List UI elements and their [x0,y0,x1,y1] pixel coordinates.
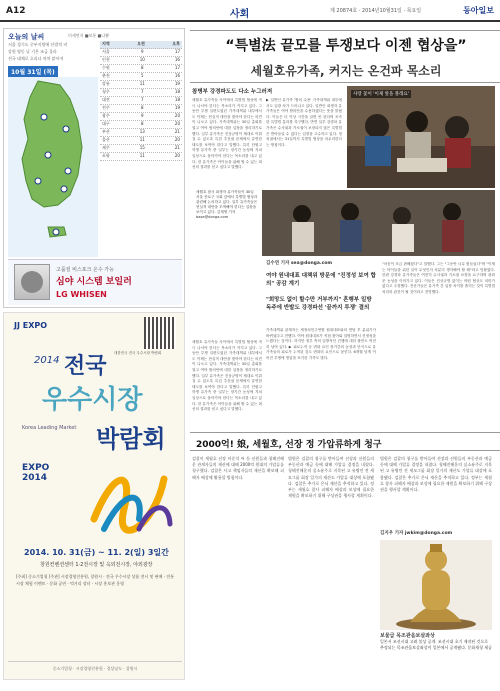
expo-date: 2014. 10. 31(금) ~ 11. 2(일) 3일간 [24,548,169,557]
table-row: 대구 8 20 [100,121,182,129]
page-header [0,0,500,22]
table-row: 울산 11 20 [100,137,182,145]
table-row: 부산 13 21 [100,129,182,137]
table-row: 인천 10 16 [100,57,182,65]
article-column-4: "마음이 조금 편해졌다"고 말했다. 그는 "그동안 너무 힘들었다"며 "이제는 아이들을 위한 일이 무엇인지 차분히 생각해야 할 때"라고 덧붙였다. 한편 강경파 유가족들은 여전히 수사권과 기소권 보장을 요구하며 광화문 농성을 이어가고 있다. 이들은 진상규명 없이는 어떤 협상도 의미가 없다고 주장했다. 전문가들은 유가족 간 입장 차이를 좁히는 것이 특별법 처리의 관건이 될 것이라고 전망했다. [382,262,495,294]
article-subhead: 세월호유가족, 커지는 온건파 목소리 [250,64,442,78]
ad-title: 심야 시스템 보일러 [56,277,132,287]
article-column-1b: 세월호 유가족들 사이에서 특별법 협상에 적극 나서야 한다는 목소리가 커지고 있다. 그동안 투쟁 일변도였던 가족대책위 내부에서도 이제는 현실적 대안을 찾아야 한다는 의견이 나오고 있다. 가족대책위는 30일 총회를 열고 여야 합의안에 대한 입장을 정리하기로 했다. 일부 유가족은 진상규명이 제대로 이뤄질 수 있도록 특검 추천권 문제에서 유연한 태도를 보여야 한다고 말했다. 특히 단원고 학생 유가족 중 일부는 장기간 농성에 지쳐 일상으로 돌아가야 한다는 목소리를 내고 있다. 한 유가족은 아이들을 위해 할 수 있는 최선의 결과를 얻고 싶다고 말했다. [192,340,262,412]
expo-swirl-graphic [84,459,174,539]
table-row: 청주 7 18 [100,89,182,97]
divider [190,450,500,451]
table-row: 춘천 5 16 [100,73,182,81]
weather-title: 오늘의 날씨 [8,33,45,41]
divider [190,82,500,83]
article-mid-head: 여야 원내대표 대책위 방문에 "진정성 보여 합의" 공감 계기 [266,273,376,287]
expo-title-1: 전국 [64,354,107,379]
weather-line: 서울 경기도 중부지방에 산발적 비 [8,42,68,47]
divider [190,30,500,31]
expo-title-2: 우수시장 [42,385,143,415]
expo-english-title: Korea Leading Market [22,425,77,431]
expo-title-3: 박람회 [96,425,166,453]
buddha-statue-graphic [380,540,492,630]
weather-table-head: 지역 오전 오후 [100,41,182,49]
table-row: 광주 9 20 [100,113,182,121]
qr-caption: 대한민국 전국 우수시장 박람회 [114,351,162,355]
article2-lead: 검찰이 세월호 선장 이준석 씨 등 선원들과 청해진해운 관계자들의 재산에 대해 2000억 원대의 가압류를 청구했다. 검찰은 사고 책임자들의 재산을 확보해 피해자 배상에 활용할 방침이다. [192,456,284,480]
article-photo-2[interactable] [262,190,495,256]
expo-venue: 창원컨벤션센터 1·2전시장 및 옥외전시장, 야외광장 [40,562,153,568]
expo-advertisement[interactable] [3,312,185,680]
photo-caption: 세월호 참사 희생자 유가족들이 30일 서울 종로구 국회 앞에서 특별법 협상과 관련해 논의하고 있다. 일부 유가족들은 현실적 대안을 모색해야 한다는 입장을 보이고 있다. 김재명 기자 base@donga.com [196,190,258,219]
weather-subtitle: 미세먼지 ■보통 ■나쁨 [68,33,110,38]
article-headline: “특별法 끝모를 투쟁보다 이젠 협상을” [225,38,467,54]
article-column-2a: ▶ 일반인 유가족 '합의 수용' 가족대책위 내부에서도 입장 차가 드러나고 있다. 일반인 희생자 유가족들은 여야 합의안을 수용하겠다는 뜻을 밝혔다. 이들은 더 이상 시간을 끌면 안 된다며 조속한 특별법 통과를 촉구했다. 반면 일부 강경파 유가족은 수사권과 기소권이 보장되지 않은 특별법은 받아들일 수 없다는 입장을 고수하고 있다. 정치권에서는 31일까지 특별법 협상을 마무리한다는 방침이다. [266,98,342,147]
section-title: 사회 [230,9,250,20]
expo-logo: JJ EXPO [14,321,48,330]
statue-photo[interactable] [380,540,492,630]
expo-year-script: 2014 [34,355,60,366]
table-row: 대전 7 18 [100,97,182,105]
article-small-head: 참병부 강경파도도 다소 누그러져 [192,89,273,95]
article2-body-2: 법원은 검찰의 청구를 받아들여 선장과 선원들의 부동산과 예금 등에 대해 가압류 결정을 내렸다. 청해진해운의 실소유주로 지목된 고 유병언 전 세모그룹 회장 일가의 재산도 가압류 대상에 포함됐다. 검찰은 추가로 은닉 재산을 추적하고 있다. 정부는 세월호 참사 피해자 배상과 보상에 필요한 재원을 확보하기 위해 구상권을 행사할 계획이다. [380,456,492,493]
boiler-advertisement[interactable] [8,259,182,305]
ad-tagline: 고품질 비스포크 온수 가능 [56,267,114,273]
page-number: A12 [6,6,26,16]
divider [190,432,500,433]
article-byline: 김수연 기자 sea@donga.com [266,261,333,266]
article2-body: 법원은 검찰의 청구를 받아들여 선장과 선원들의 부동산과 예금 등에 대해 가압류 결정을 내렸다. 청해진해운의 실소유주로 지목된 고 유병언 전 세모그룹 회장 일가의 재산도 가압류 대상에 포함됐다. 검찰은 추가로 은닉 재산을 추적하고 있다. 정부는 세월호 참사 피해자 배상과 보상에 필요한 재원을 확보하기 위해 구상권을 행사할 계획이다. [288,456,374,499]
article-photo-1[interactable] [347,86,495,188]
weather-line: 강원 영동 낮 기온 조금 올라 [8,49,57,54]
crowd-photo-graphic [347,86,495,188]
weather-table [100,41,182,161]
article-mid-head-2: "희망도 없이 할수만 거부까지" 혼행부 일방 독주에 반발도 강경파선 '끝까지 투쟁' 결의 [266,297,372,311]
expo-label: EXPO 2014 [22,463,50,483]
table-row: 포항 11 20 [100,153,182,161]
table-row: 전주 8 19 [100,105,182,113]
article2-byline: 김지우 기자 jwkim@donga.com [380,531,453,536]
qr-code-icon [144,317,176,349]
meeting-photo-graphic [262,190,495,256]
statue-title: 보물급 목조관음보살좌상 [380,633,435,639]
korea-map [8,77,98,257]
article2-headline: 2000억! 娘, 세월호, 선장 정 가압류하게 청구 [196,440,382,450]
issue-meta: 제 20874호 · 2014년10월31일 · 목요일 [330,8,422,14]
table-row: 제주 15 21 [100,145,182,153]
weather-line: 전국 대체로 흐리다 차차 맑아져 [8,56,64,61]
article-column-1: 세월호 유가족들 사이에서 특별법 협상에 적극 나서야 한다는 목소리가 커지고 있다. 그동안 투쟁 일변도였던 가족대책위 내부에서도 이제는 현실적 대안을 찾아야 한다는 의견이 나오고 있다. 가족대책위는 30일 총회를 열고 여야 합의안에 대한 입장을 정리하기로 했다. 일부 유가족은 진상규명이 제대로 이뤄질 수 있도록 특검 추천권 문제에서 유연한 태도를 보여야 한다고 말했다. 특히 단원고 학생 유가족 중 일부는 장기간 농성에 지쳐 일상으로 돌아가야 한다는 목소리를 내고 있다. 한 유가족은 아이들을 위해 할 수 있는 최선의 결과를 얻고 싶다고 말했다. [192,98,262,170]
table-row: 서울 9 17 [100,49,182,57]
boiler-unit-image [14,264,50,300]
left-column [0,28,186,688]
weather-box [3,28,185,308]
article-column-3: 가족대책위 관계자는 새정치민주연합 원내대표와의 면담 후 분위기가 바뀌었다고 전했다. 여야 원내대표가 직접 찾아와 설명하면서 진정성을 느꼈다는 것이다. 하지만 정부 측의 일방적인 진행에 대한 불만도 여전히 남아 있다. ▶ 피로누적 등 변화 요인 장기간의 농성과 단식으로 유가족들의 피로가 누적된 것도 변화의 요인으로 꼽힌다. 6개월 넘게 이어진 투쟁에 생업을 포기한 가족도 많다. [266,328,376,360]
expo-sponsors: 중소기업청 · 시장경영진흥원 · 경상남도 · 창원시 [8,661,182,675]
statue-caption-text: 일본서 조선시대 고려 불상 공개. 조선시대 초기 제작된 것으로 추정되는 목조관음보살좌상이 일본에서 공개됐다. 문화재청 제공 [380,639,492,650]
ad-brand: LG WHISEN [56,290,107,299]
weather-date: 10월 31일 (목) [8,66,58,77]
expo-info: [주최] 중소기업청 [주관] 시장경영진흥원, 창원시 · 전국 우수시장 상품 전시 및 판매 · 전통시장 체험 이벤트 · 문화 공연 · 먹거리 장터 · 시장 홍보관 운영 [16,574,174,586]
table-row: 강릉 11 19 [100,81,182,89]
photo-label: 사랑 꽃이 '이제 앞을 볼래요' [353,92,410,97]
statue-caption [380,633,492,651]
newspaper-brand: 동아일보 [463,6,494,15]
table-row: 수원 8 17 [100,65,182,73]
